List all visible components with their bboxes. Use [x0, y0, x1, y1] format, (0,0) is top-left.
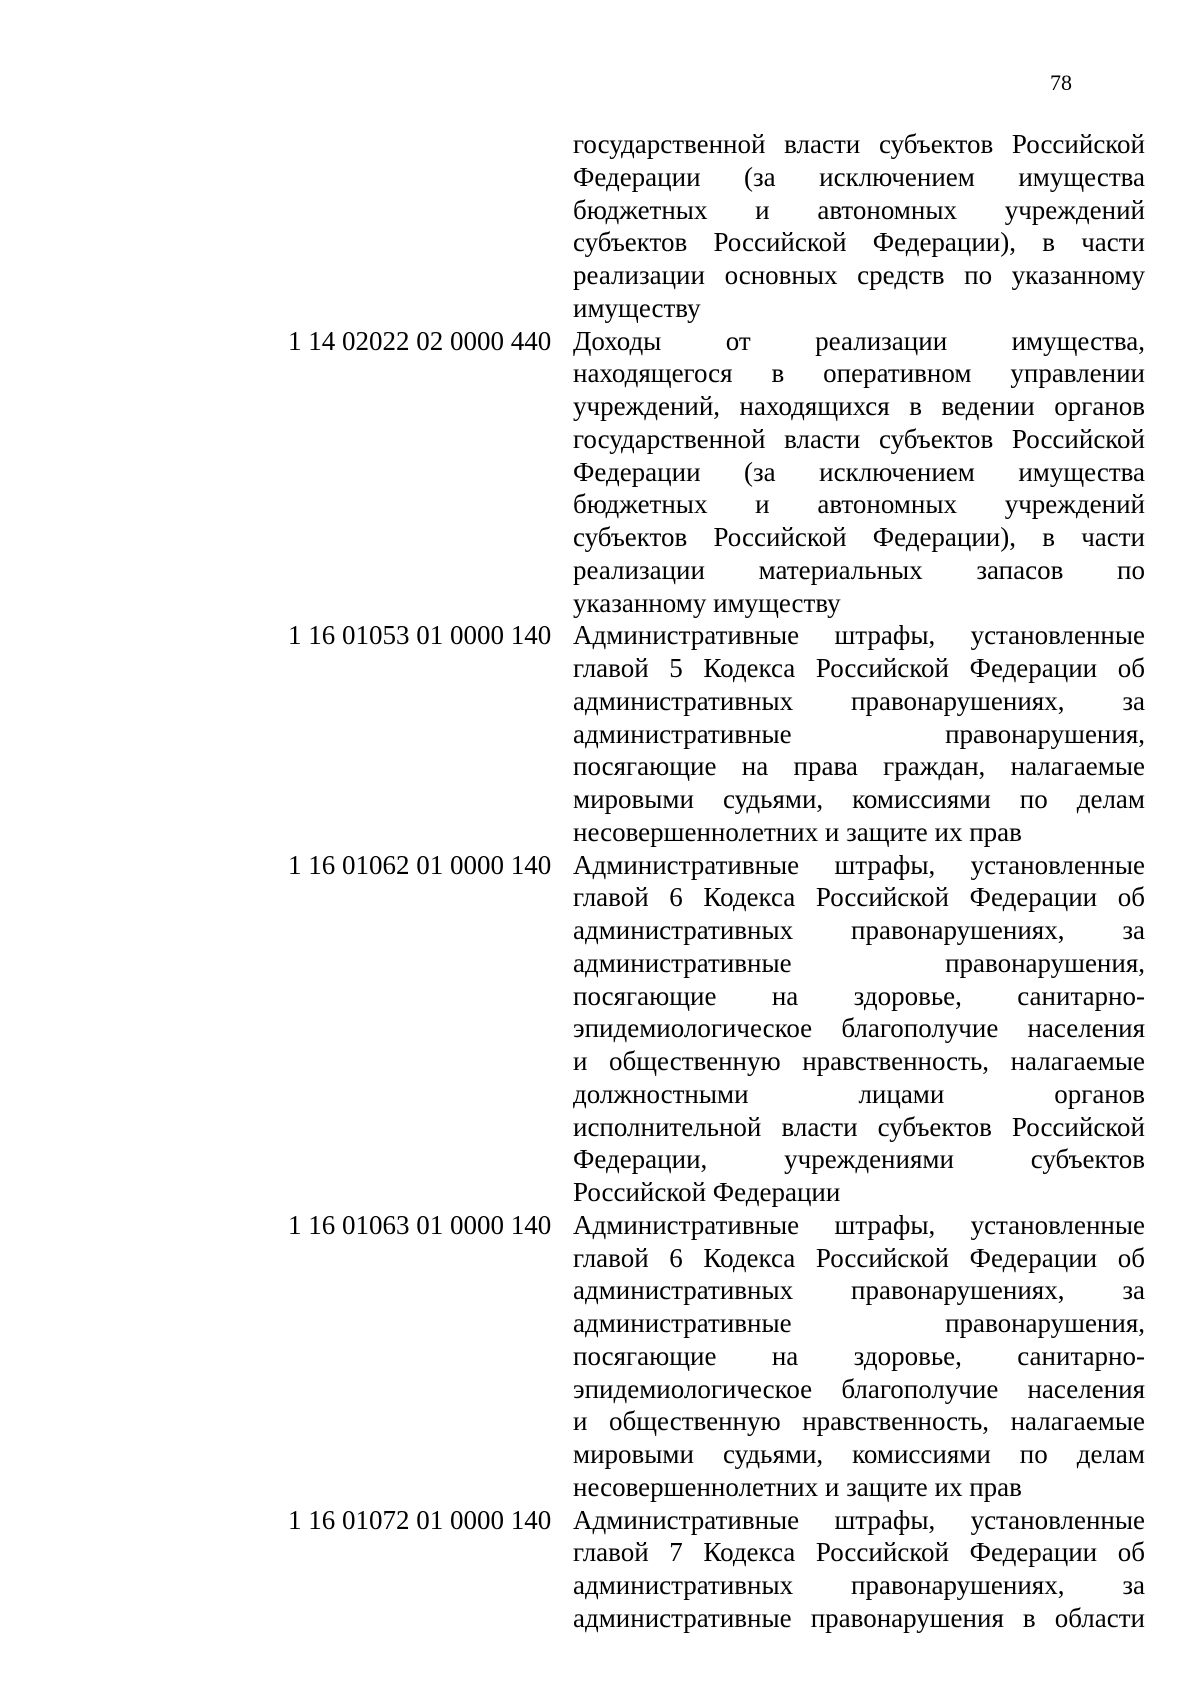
- description-line: несовершеннолетних и защите их прав: [573, 1471, 1022, 1502]
- description-line: Административные штрафы, установленные: [573, 1209, 1145, 1240]
- description-line: административных правонарушениях, за: [573, 1275, 1145, 1306]
- revenue-description: [573, 128, 1145, 325]
- table-row: [288, 849, 1145, 1209]
- description-line: Федерации (за исключением имущества: [573, 161, 1145, 192]
- description-line: находящегося в оперативном управлении: [573, 358, 1145, 389]
- description-line: главой 5 Кодекса Российской Федерации об: [573, 653, 1145, 683]
- description-line: мировыми судьями, комиссиями по делам: [573, 784, 1145, 814]
- description-line: Российской Федерации: [573, 1177, 841, 1207]
- description-line: реализации материальных запасов по: [573, 554, 1145, 585]
- description-line: Административные штрафы, установленные: [573, 1504, 1145, 1535]
- description-line: учреждений, находящихся в ведении органов: [573, 391, 1145, 421]
- description-line: посягающие на права граждан, налагаемые: [573, 751, 1145, 782]
- description-line: Федерации, учреждениями субъектов: [573, 1144, 1145, 1175]
- description-line: реализации основных средств по указанному: [573, 260, 1145, 290]
- description-line: административные правонарушения в области: [573, 1602, 1145, 1633]
- description-line: эпидемиологическое благополучие населения: [573, 1013, 1145, 1044]
- budget-code: 1 14 02022 02 0000 440: [288, 325, 552, 356]
- description-line: Доходы от реализации имущества,: [573, 325, 1145, 356]
- table-row: [288, 619, 1145, 848]
- description-line: государственной власти субъектов Российской: [573, 423, 1145, 454]
- table-row: [288, 128, 1145, 325]
- revenue-description: [573, 849, 1145, 1209]
- revenue-description: [573, 1504, 1145, 1635]
- table-row: [288, 1504, 1145, 1635]
- description-line: указанному имуществу: [573, 587, 841, 618]
- revenue-description: [573, 1209, 1145, 1504]
- description-line: имуществу: [573, 292, 701, 323]
- description-line: административные правонарушения,: [573, 1308, 1145, 1338]
- description-line: субъектов Российской Федерации), в части: [573, 522, 1145, 552]
- description-line: посягающие на здоровье, санитарно-: [573, 980, 1145, 1011]
- description-line: мировыми судьями, комиссиями по делам: [573, 1439, 1145, 1469]
- description-line: главой 7 Кодекса Российской Федерации об: [573, 1537, 1145, 1568]
- budget-code: 1 16 01053 01 0000 140: [288, 620, 552, 651]
- description-line: Федерации (за исключением имущества: [573, 456, 1145, 487]
- description-line: административные правонарушения,: [573, 947, 1145, 978]
- description-line: Административные штрафы, установленные: [573, 620, 1145, 651]
- description-line: эпидемиологическое благополучие населения: [573, 1373, 1145, 1404]
- description-line: административных правонарушениях, за: [573, 915, 1145, 945]
- description-line: бюджетных и автономных учреждений: [573, 194, 1145, 225]
- description-line: административные правонарушения,: [573, 718, 1145, 749]
- description-line: бюджетных и автономных учреждений: [573, 489, 1145, 520]
- revenue-codes-table: [288, 128, 1145, 1635]
- description-line: государственной власти субъектов Российской: [573, 129, 1145, 159]
- description-line: главой 6 Кодекса Российской Федерации об: [573, 1242, 1145, 1273]
- description-line: Административные штрафы, установленные: [573, 849, 1145, 880]
- description-line: административных правонарушениях, за: [573, 685, 1145, 716]
- page-number: 78: [1050, 70, 1072, 95]
- revenue-description: [573, 325, 1145, 620]
- description-line: посягающие на здоровье, санитарно-: [573, 1340, 1145, 1371]
- budget-code: 1 16 01063 01 0000 140: [288, 1209, 552, 1240]
- description-line: должностными лицами органов: [573, 1078, 1145, 1109]
- description-line: несовершеннолетних и защите их прав: [573, 816, 1022, 847]
- description-line: главой 6 Кодекса Российской Федерации об: [573, 882, 1145, 913]
- description-line: исполнительной власти субъектов Российской: [573, 1111, 1145, 1142]
- table-row: [288, 325, 1145, 620]
- description-line: административных правонарушениях, за: [573, 1570, 1145, 1600]
- revenue-description: [573, 619, 1145, 848]
- description-line: и общественную нравственность, налагаемые: [573, 1406, 1145, 1437]
- budget-code: 1 16 01062 01 0000 140: [288, 849, 552, 880]
- description-line: и общественную нравственность, налагаемые: [573, 1046, 1145, 1076]
- budget-code: 1 16 01072 01 0000 140: [288, 1504, 552, 1535]
- table-row: [288, 1209, 1145, 1504]
- description-line: субъектов Российской Федерации), в части: [573, 227, 1145, 258]
